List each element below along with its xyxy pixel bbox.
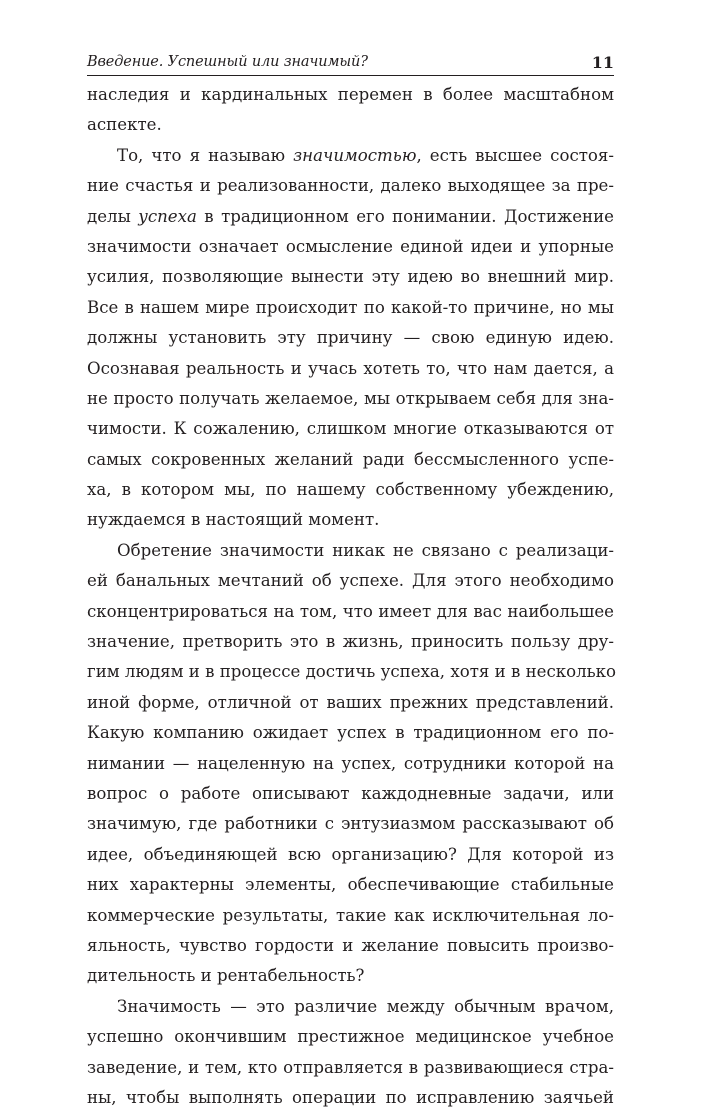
text-line [87,171,614,201]
text-run: ны, чтобы выполнять операции по исправлению заячьей [87,1087,614,1107]
text-run: Значимость — это различие между обычным врачом, [117,996,614,1016]
text-line [87,323,614,353]
text-run: сконцентрироваться на том, что имеет для вас наибольшее [87,601,614,621]
text-run: яльность, чувство гордости и желание повысить произво- [87,935,614,955]
text-run: заведение, и тем, кто отправляется в развивающиеся стра- [87,1057,614,1077]
text-run: значение, претворить это в жизнь, приносить пользу дру- [87,632,614,652]
text-run: вопрос о работе описывают каждодневные задачи, или [87,783,614,803]
text-line [87,961,614,991]
text-run: дительность и рентабельность? [87,966,365,986]
text-run: иной форме, отличной от ваших прежних представлений. [87,692,614,712]
text-line [87,354,614,384]
text-run: ха, в котором мы, по нашему собственному убеждению, [87,480,614,500]
text-line [87,1083,614,1113]
text-line [87,445,614,475]
text-run: То, что я называю [117,145,294,165]
text-line [87,627,614,657]
text-line [87,202,614,232]
page-number: 11 [591,53,614,72]
text-run: значимую, где работники с энтузиазмом рассказывают об [87,814,614,834]
text-line [87,597,614,627]
text-line [87,1053,614,1083]
text-run: ние счастья и реализованности, далеко выходящее за пре- [87,176,614,196]
text-line [87,110,614,140]
text-line [87,566,614,596]
text-run: самых сокровенных желаний ради бессмысленного успе- [87,449,614,469]
text-run: наследия и кардинальных перемен в более масштабном [87,85,614,104]
text-run: успешно окончившим престижное медицинское учебное [87,1027,614,1047]
text-run: аспекте. [87,115,162,135]
text-line [87,505,614,535]
text-line [87,931,614,961]
text-line [87,779,614,809]
text-run: идее, объединяющей всю организацию? Для которой из [87,844,614,864]
text-line [87,688,614,718]
text-run: в традиционном его понимании. Достижение [196,206,614,226]
text-line [87,840,614,870]
text-run: коммерческие результаты, такие как исключительная ло- [87,905,614,925]
header-rule [87,75,614,76]
running-header [87,53,614,77]
text-line [87,141,614,171]
text-run: ей банальных мечтаний об успехе. Для этого необходимо [87,571,614,591]
text-run: Какую компанию ожидает успех в традиционном его по- [87,723,614,743]
text-line [87,475,614,505]
text-line [87,870,614,900]
text-line [87,1022,614,1052]
text-line [87,536,614,566]
text-line [87,657,617,687]
text-run: должны установить эту причину — свою единую идею. [87,328,614,348]
text-line [87,414,614,444]
text-line [87,992,614,1022]
text-run: , есть высшее состоя- [416,145,614,165]
text-run: нуждаемся в настоящий момент. [87,510,380,530]
text-run: делы [87,206,139,226]
text-run: усилия, позволяющие вынести эту идею во внешний мир. [87,267,614,287]
emphasis-text: значимостью [293,145,417,165]
body-text [87,80,617,1113]
text-line [87,809,614,839]
text-line [87,293,614,323]
text-line [87,262,614,292]
text-line [87,718,614,748]
text-run: значимости означает осмысление единой идеи и упорные [87,236,614,256]
text-run: Все в нашем мире происходит по какой-то причине, но мы [87,297,614,317]
text-run: Осознавая реальность и учась хотеть то, что нам дается, а [87,358,614,378]
text-line [87,901,614,931]
text-line [87,384,614,414]
text-line [87,232,614,262]
text-run: не просто получать желаемое, мы открываем себя для зна- [87,388,614,408]
text-line [87,749,614,779]
text-run: гим людям и в процессе достичь успеха, хотя и в несколько [87,662,617,682]
running-title: Введение. Успешный или значимый? [87,54,368,70]
text-run: них характерны элементы, обеспечивающие стабильные [87,875,614,895]
text-line [87,80,614,110]
emphasis-text: успеха [138,206,197,226]
text-run: нимании — нацеленную на успех, сотрудники которой на [87,753,614,773]
text-run: чимости. К сожалению, слишком многие отказываются от [87,419,614,439]
text-run: Обретение значимости никак не связано с реализаци- [117,540,614,560]
